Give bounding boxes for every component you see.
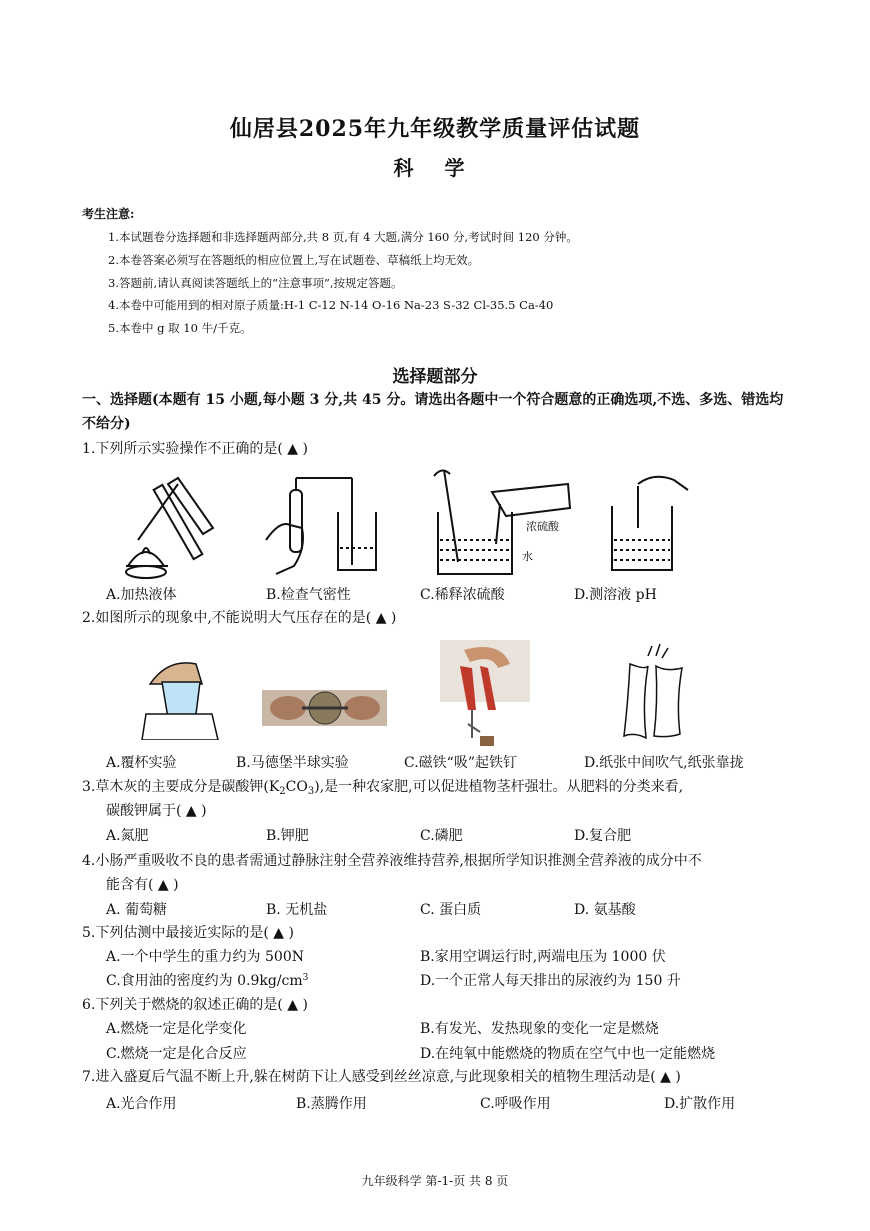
heating-liquid-figure xyxy=(118,468,228,580)
section-title: 选择题部分 xyxy=(392,367,478,387)
question-6-stem: 6.下列关于燃烧的叙述正确的是( ▲ ) xyxy=(82,997,308,1013)
notice-item: 1.本试题卷分选择题和非选择题两部分,共 8 页,有 4 大题,满分 160 分,考试时间 120 分钟。 xyxy=(108,230,578,244)
question-4-stem-line2: 能含有( ▲ ) xyxy=(106,877,179,893)
notice-item: 4.本卷中可能用到的相对原子质量:H-1 C-12 N-14 O-16 Na-23 S-32 Cl-35.5 Ca-40 xyxy=(108,298,554,312)
q7-option-d: D.扩散作用 xyxy=(664,1096,736,1112)
water-label: 水 xyxy=(522,550,533,563)
q3-option-a: A.氮肥 xyxy=(106,828,149,844)
notice-item: 3.答题前,请认真阅读答题纸上的“注意事项”,按规定答题。 xyxy=(108,276,403,290)
q6-option-a: A.燃烧一定是化学变化 xyxy=(106,1021,247,1037)
question-1-stem: 1.下列所示实验操作不正确的是( ▲ ) xyxy=(82,441,308,457)
question-3-stem-line2: 碳酸钾属于( ▲ ) xyxy=(106,803,207,819)
q5-option-c-text: C.食用油的密度约为 0.9kg/cm xyxy=(106,973,303,989)
q4-option-a: A. 葡萄糖 xyxy=(106,902,168,918)
notice-item: 5.本卷中 g 取 10 牛/千克。 xyxy=(108,321,252,335)
q5-option-b: B.家用空调运行时,两端电压为 1000 伏 xyxy=(420,949,666,965)
question-7-stem: 7.进入盛夏后气温不断上升,躲在树荫下让人感受到丝丝凉意,与此现象相关的植物生理活动是( ▲ ) xyxy=(82,1069,681,1085)
q6-option-d: D.在纯氧中能燃烧的物质在空气中也一定能燃烧 xyxy=(420,1046,716,1062)
q1-option-a: A.加热液体 xyxy=(106,587,177,603)
exam-title: 仙居县2025年九年级教学质量评估试题 xyxy=(229,116,641,142)
question-2-stem: 2.如图所示的现象中,不能说明大气压存在的是( ▲ ) xyxy=(82,610,397,626)
q4-option-c: C. 蛋白质 xyxy=(420,902,482,918)
question-3-stem xyxy=(82,776,794,797)
q3-option-c: C.磷肥 xyxy=(420,828,463,844)
q4-option-d: D. 氨基酸 xyxy=(574,902,636,918)
q3-subscript-1: 2 xyxy=(279,786,286,797)
airtightness-check-figure xyxy=(256,470,381,580)
question-4-stem: 4.小肠严重吸收不良的患者需通过静脉注射全营养液维持营养,根据所学知识推测全营养液的成分中不 xyxy=(82,853,702,869)
q5-option-c xyxy=(106,970,308,990)
q3-text-a: 3.草木灰的主要成分是碳酸钾(K xyxy=(82,779,280,795)
q4-option-b: B. 无机盐 xyxy=(266,902,328,918)
sulfuric-acid-label: 浓硫酸 xyxy=(526,520,559,533)
cup-cover-figure xyxy=(140,644,220,740)
q2-option-a: A.覆杯实验 xyxy=(106,755,177,771)
magnet-nail-figure xyxy=(440,640,530,750)
q7-option-b: B.蒸腾作用 xyxy=(296,1096,367,1112)
q3-text-b: CO xyxy=(285,779,308,795)
q6-option-c: C.燃烧一定是化合反应 xyxy=(106,1046,247,1062)
section-instructions: 一、选择题(本题有 15 小题,每小题 3 分,共 45 分。请选出各题中一个符合题意的正确选项,不选、多选、错选均不给分) xyxy=(82,392,784,432)
q5-option-c-superscript: 3 xyxy=(302,973,309,983)
page-footer: 九年级科学 第-1-页 共 8 页 xyxy=(361,1174,509,1188)
q3-text-c: ),是一种农家肥,可以促进植物茎杆强壮。从肥料的分类来看, xyxy=(314,779,684,795)
q5-option-d: D.一个正常人每天排出的尿液约为 150 升 xyxy=(420,973,681,989)
q7-option-c: C.呼吸作用 xyxy=(480,1096,551,1112)
q3-option-b: B.钾肥 xyxy=(266,828,309,844)
q1-option-d: D.测溶液 pH xyxy=(574,587,657,603)
q1-option-b: B.检查气密性 xyxy=(266,587,351,603)
q1-option-c: C.稀释浓硫酸 xyxy=(420,587,505,603)
notice-heading: 考生注意: xyxy=(82,207,135,221)
q6-option-b: B.有发光、发热现象的变化一定是燃烧 xyxy=(420,1021,659,1037)
exam-subject: 科 学 xyxy=(393,156,477,180)
question-5-stem: 5.下列估测中最接近实际的是( ▲ ) xyxy=(82,925,294,941)
q2-option-c: C.磁铁“吸”起铁钉 xyxy=(404,755,517,771)
q2-option-b: B.马德堡半球实验 xyxy=(236,755,349,771)
q7-option-a: A.光合作用 xyxy=(106,1096,177,1112)
paper-blow-figure xyxy=(612,642,692,742)
dilute-acid-figure xyxy=(430,464,575,580)
measure-ph-figure xyxy=(604,470,694,580)
magdeburg-figure xyxy=(262,684,387,730)
q3-option-d: D.复合肥 xyxy=(574,828,632,844)
q5-option-a: A.一个中学生的重力约为 500N xyxy=(106,949,304,965)
q2-option-d: D.纸张中间吹气,纸张靠拢 xyxy=(584,755,744,771)
q3-subscript-2: 3 xyxy=(307,786,315,797)
notice-item: 2.本卷答案必须写在答题纸的相应位置上,写在试题卷、草稿纸上均无效。 xyxy=(108,253,480,267)
